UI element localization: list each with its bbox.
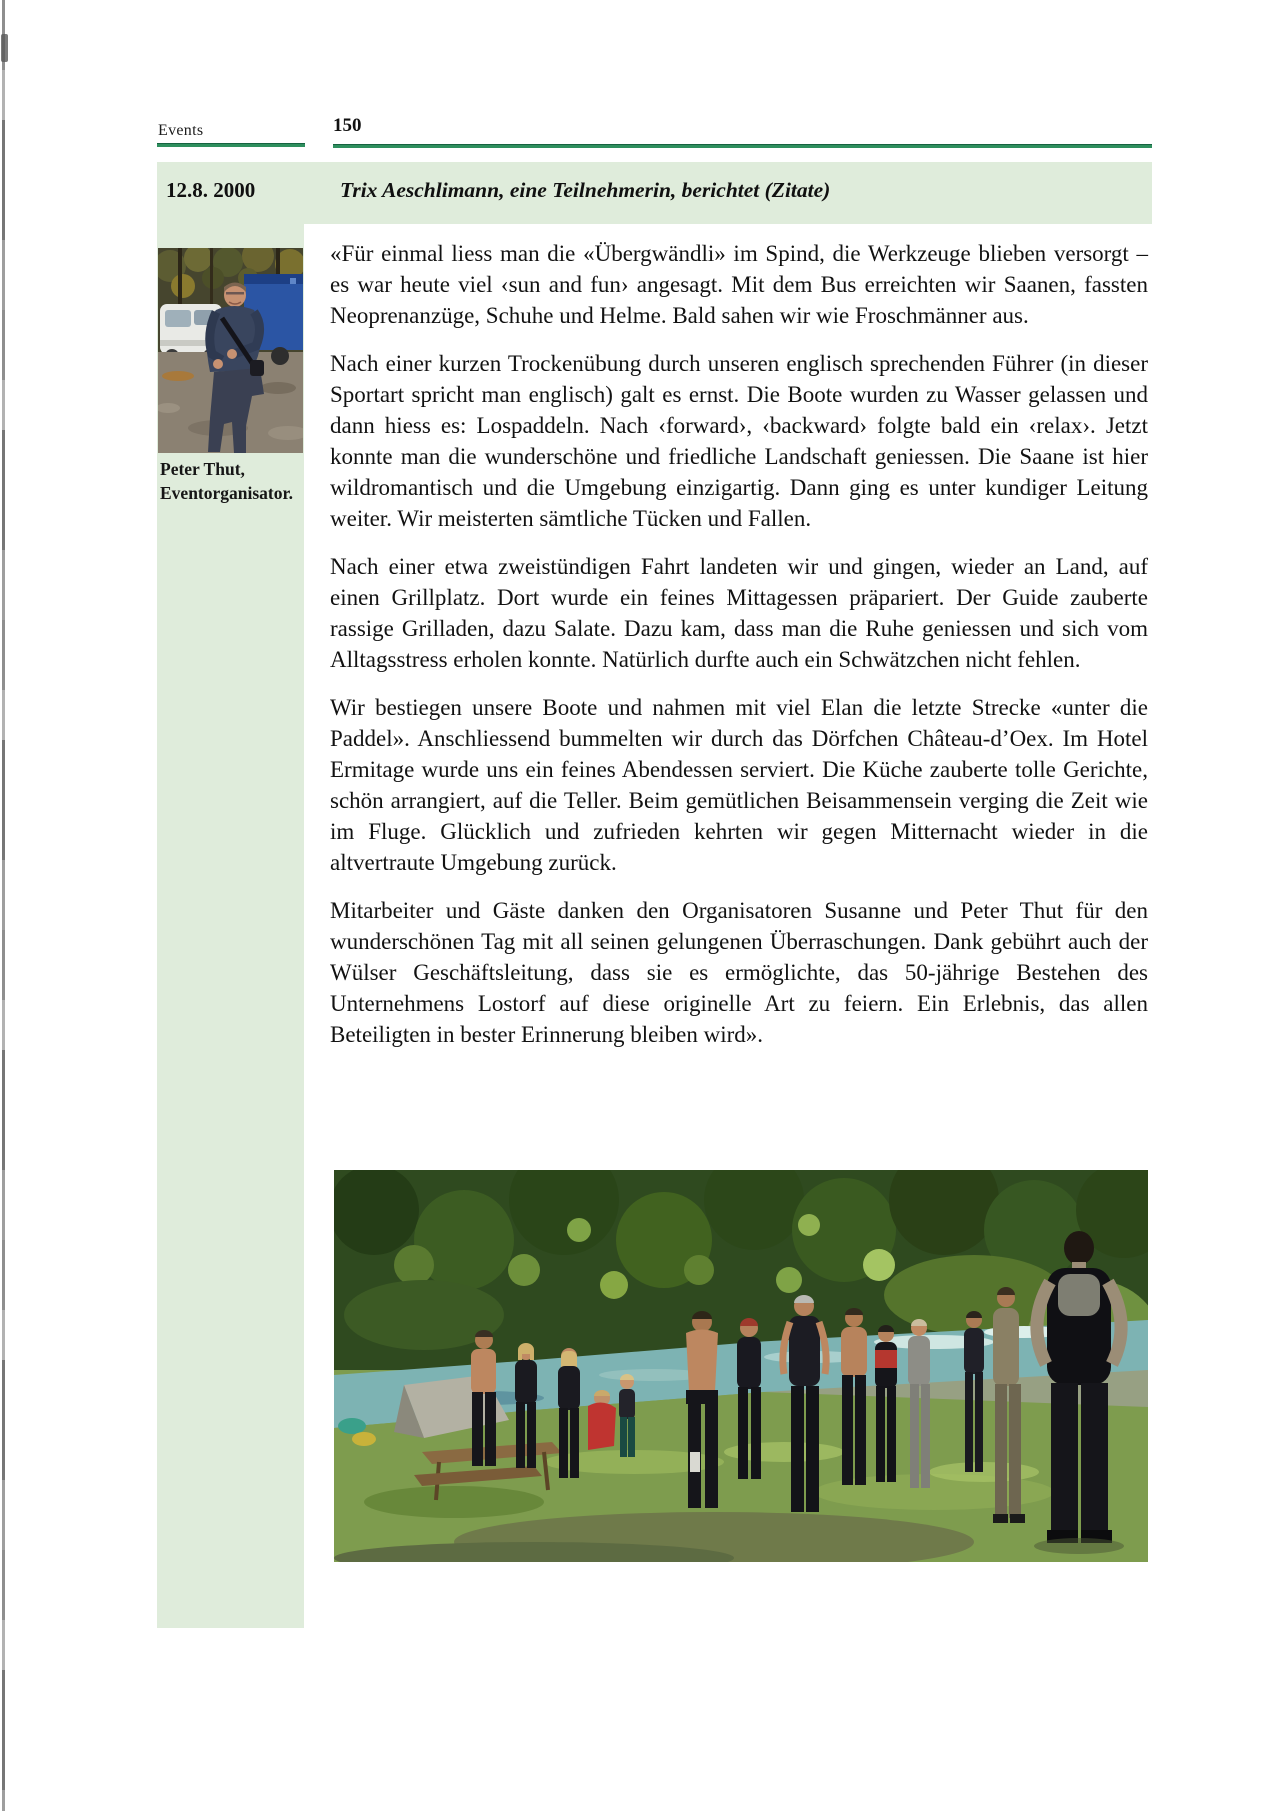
portrait-photo xyxy=(158,248,303,453)
rule-right xyxy=(333,144,1152,148)
article-paragraph: «Für einmal liess man die «Übergwändli» im Spind, die Werkzeuge blieben versorgt – es war heute viel ‹sun and fun› angesagt. Mit dem Bus erreichten wir Saanen, fassten Neoprenanzüge, Schuhe und Helme. Bald sahen wir wie Froschmänner aus. xyxy=(330,241,1148,328)
event-date: 12.8. 2000 xyxy=(166,178,256,202)
running-head-section: Events xyxy=(158,122,204,139)
event-header-bar xyxy=(157,162,1152,224)
article-paragraph: Mitarbeiter und Gäste danken den Organisatoren Susanne und Peter Thut für den wunderschönen Tag mit all seinen gelungenen Überraschungen. Dank gebührt auch der Wülser Geschäftsleitung, dass sie es ermöglichte, das 50-jährige Bestehen des Unternehmens Lostorf auf diese originelle Art zu feiern. Ein Erlebnis, das allen Beteiligten in bester Erinnerung bleiben wird». xyxy=(330,898,1148,1047)
page-number: 150 xyxy=(333,115,362,136)
scan-edge-artifact xyxy=(2,0,5,1811)
article-paragraph: Wir bestiegen unsere Boote und nahmen mit viel Elan die letzte Strecke «unter die Paddel». Anschliessend bummelten wir durch das Dörfchen Château-d’Oex. Im Hotel Ermitage wurde uns ein feines Abendessen serviert. Die Küche zauberte tolle Gerichte, schön arrangiert, auf die Teller. Beim gemütlichen Beisammensein verging die Zeit wie im Fluge. Glücklich und zufrieden kehrten wir gegen Mitternacht wieder in die altvertraute Umgebung zurück. xyxy=(330,695,1148,875)
article-paragraph: Nach einer etwa zweistündigen Fahrt landeten wir und gingen, wieder an Land, auf einen Grillplatz. Dort wurde ein feines Mittagessen präpariert. Der Guide zauberte rassige Grilladen, dazu Salate. Dazu kam, dass man die Ruhe geniessen und sich vom Alltagsstress erholen konnte. Natürlich durfte auch ein Schwätzchen nicht fehlen. xyxy=(330,554,1148,672)
sidebar-panel xyxy=(157,224,304,1628)
photo-caption-line-1: Peter Thut, xyxy=(160,459,245,479)
rule-left xyxy=(157,143,305,147)
photo-caption-line-2: Eventorganisator. xyxy=(160,483,294,503)
article-body xyxy=(330,238,1148,1067)
photo-caption xyxy=(160,457,304,505)
event-title: Trix Aeschlimann, eine Teilnehmerin, berichtet (Zitate) xyxy=(340,178,831,202)
group-photo xyxy=(334,1170,1148,1562)
article-paragraph: Nach einer kurzen Trockenübung durch unseren englisch sprechenden Führer (in dieser Sportart spricht man englisch) galt es ernst. Die Boote wurden zu Wasser gelassen und dann hiess es: Lospaddeln. Nach ‹forward›, ‹backward› folgte bald ein ‹relax›. Jetzt konnte man die wunderschöne und friedliche Landschaft geniessen. Die Saane ist hier wildromantisch und die Umgebung einzigartig. Dann ging es unter kundiger Leitung weiter. Wir meisterten sämtliche Tücken und Fallen. xyxy=(330,351,1148,531)
scan-edge-artifact xyxy=(1,34,8,62)
